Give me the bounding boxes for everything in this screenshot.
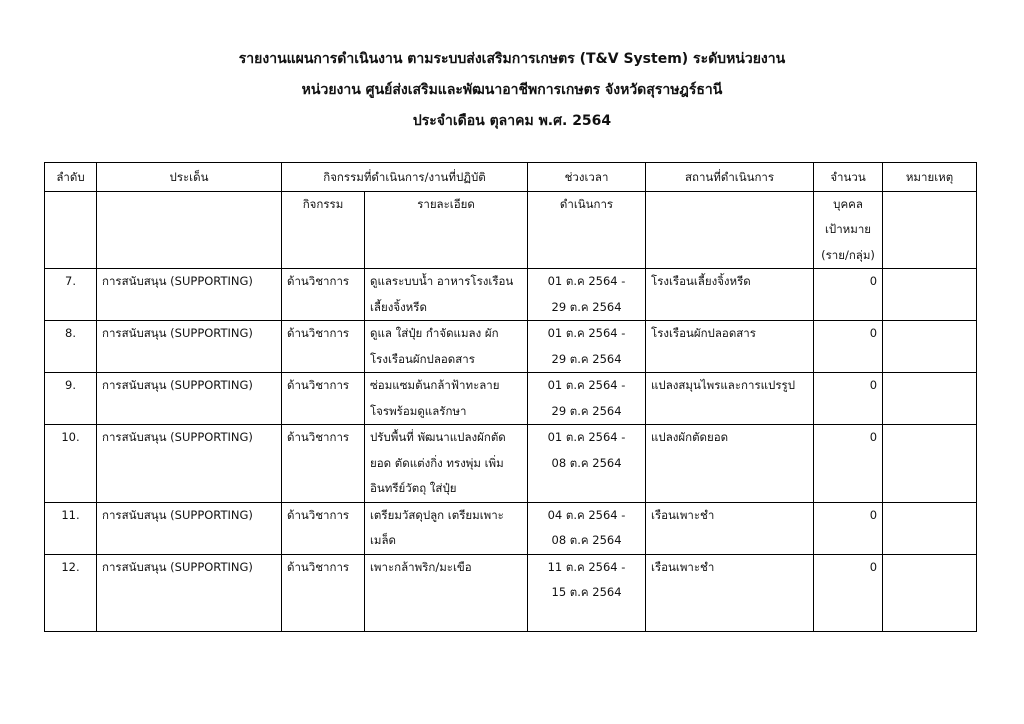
row-target: 0 [814,554,883,632]
header-period: ช่วงเวลา [528,163,646,192]
row-location: แปลงสมุนไพรและการแปรรูป [646,373,814,425]
row-remark [883,425,977,503]
row-activity: ด้านวิชาการ [282,321,365,373]
table-row [45,554,977,632]
row-activity: ด้านวิชาการ [282,269,365,321]
header-order: ลำดับ [45,163,97,192]
report-agency: หน่วยงาน ศูนย์ส่งเสริมและพัฒนาอาชีพการเกษตร จังหวัดสุราษฎร์ธานี [301,82,723,98]
row-period: 01 ต.ค 2564 - 08 ต.ค 2564 [528,425,646,503]
row-target: 0 [814,269,883,321]
row-target: 0 [814,373,883,425]
header-activity: กิจกรรม [282,191,365,269]
header-order-cont [45,191,97,269]
row-period: 01 ต.ค 2564 - 29 ต.ค 2564 [528,373,646,425]
row-remark [883,373,977,425]
table-row [45,321,977,373]
row-order: 11. [45,502,97,554]
row-order: 10. [45,425,97,503]
header-target-cont: บุคคล เป้าหมาย (ราย/กลุ่ม) [814,191,883,269]
row-remark [883,502,977,554]
row-order: 7. [45,269,97,321]
row-remark [883,554,977,632]
report-period: ประจำเดือน ตุลาคม พ.ศ. 2564 [412,113,612,129]
row-location: โรงเรือนผักปลอดสาร [646,321,814,373]
table-body [45,269,977,632]
header-location-cont [646,191,814,269]
row-activity: ด้านวิชาการ [282,554,365,632]
table-row [45,269,977,321]
table-row [45,425,977,503]
header-location: สถานที่ดำเนินการ [646,163,814,192]
row-issue: การสนับสนุน (SUPPORTING) [97,425,282,503]
header-period-cont: ดำเนินการ [528,191,646,269]
row-detail: ซ่อมแซมต้นกล้าฟ้าทะลาย โจรพร้อมดูแลรักษา [365,373,528,425]
row-detail: เตรียมวัสดุปลูก เตรียมเพาะ เมล็ด [365,502,528,554]
row-order: 12. [45,554,97,632]
row-issue: การสนับสนุน (SUPPORTING) [97,502,282,554]
row-period: 04 ต.ค 2564 - 08 ต.ค 2564 [528,502,646,554]
row-issue: การสนับสนุน (SUPPORTING) [97,554,282,632]
row-location: เรือนเพาะชำ [646,554,814,632]
row-activity: ด้านวิชาการ [282,425,365,503]
row-period: 11 ต.ค 2564 - 15 ต.ค 2564 [528,554,646,632]
row-detail: ปรับพื้นที่ พัฒนาแปลงผักตัด ยอด ตัดแต่งกิ่ง ทรงพุ่ม เพิ่ม อินทรีย์วัตถุ ใส่ปุ๋ย [365,425,528,503]
row-target: 0 [814,425,883,503]
header-issue-cont [97,191,282,269]
header-remark-cont [883,191,977,269]
row-period: 01 ต.ค 2564 - 29 ต.ค 2564 [528,269,646,321]
row-location: แปลงผักตัดยอด [646,425,814,503]
report-titles [0,44,1024,137]
table-row [45,502,977,554]
table-row [45,373,977,425]
header-activity-group: กิจกรรมที่ดำเนินการ/งานที่ปฏิบัติ [282,163,528,192]
row-location: เรือนเพาะชำ [646,502,814,554]
header-row [45,163,977,192]
row-detail: ดูแล ใส่ปุ๋ย กำจัดแมลง ผัก โรงเรือนผักปลอดสาร [365,321,528,373]
row-order: 9. [45,373,97,425]
row-activity: ด้านวิชาการ [282,373,365,425]
header-target: จำนวน [814,163,883,192]
header-row [45,191,977,269]
row-remark [883,269,977,321]
row-period: 01 ต.ค 2564 - 29 ต.ค 2564 [528,321,646,373]
row-detail: เพาะกล้าพริก/มะเขือ [365,554,528,632]
row-activity: ด้านวิชาการ [282,502,365,554]
row-detail: ดูแลระบบน้ำ อาหารโรงเรือน เลี้ยงจิ้งหรีด [365,269,528,321]
row-target: 0 [814,321,883,373]
header-detail: รายละเอียด [365,191,528,269]
row-issue: การสนับสนุน (SUPPORTING) [97,373,282,425]
header-remark: หมายเหตุ [883,163,977,192]
row-location: โรงเรือนเลี้ยงจิ้งหรีด [646,269,814,321]
header-issue: ประเด็น [97,163,282,192]
row-issue: การสนับสนุน (SUPPORTING) [97,321,282,373]
report-table [44,162,977,632]
row-remark [883,321,977,373]
row-target: 0 [814,502,883,554]
row-order: 8. [45,321,97,373]
report-title: รายงานแผนการดำเนินงาน ตามระบบส่งเสริมการเกษตร (T&V System) ระดับหน่วยงาน [238,51,786,67]
row-issue: การสนับสนุน (SUPPORTING) [97,269,282,321]
